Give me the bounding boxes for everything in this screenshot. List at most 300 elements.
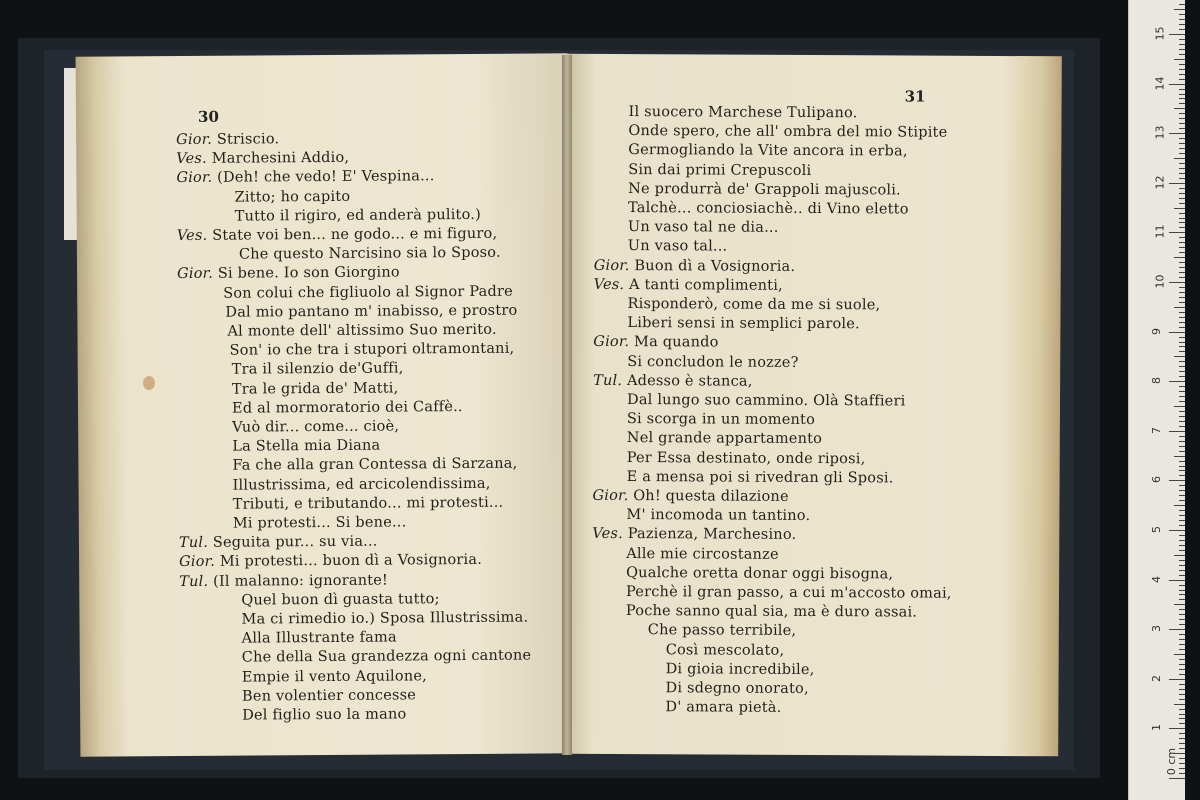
text-line [628,123,947,141]
right-page-number: 31 [904,87,926,106]
verse-text: Germogliando la Vite ancora in erba, [628,142,908,160]
text-line [177,265,400,283]
ruler-tick [1169,431,1185,432]
ruler-tick [1179,585,1185,586]
ruler-tick [1169,282,1185,283]
text-line [666,661,815,678]
speaker-label: Tul. [178,535,209,552]
left-page [76,53,573,756]
ruler-tick [1179,113,1185,114]
ruler-unit-label: 0 cm [1165,747,1179,776]
text-line [627,430,822,447]
text-line [239,245,501,263]
verse-text: Che questo Narcisino sia lo Sposo. [238,244,501,263]
ruler-tick [1179,515,1185,516]
text-line [628,219,779,236]
text-line [648,623,797,640]
verse-text: Poche sanno qual sia, ma è duro assai. [625,603,918,621]
ruler-tick [1169,580,1185,581]
ruler-number: 1 [1150,724,1163,732]
ruler-number: 2 [1150,674,1163,682]
ruler-tick [1179,218,1185,219]
verse-text: D' amara pietà. [665,699,782,717]
speaker-label: Gior. [176,131,213,149]
ruler-tick [1179,401,1185,402]
ruler-tick [1179,188,1185,189]
ruler-tick [1179,222,1185,223]
ruler-tick [1179,277,1185,278]
ruler-tick [1179,44,1185,45]
text-line [627,469,894,486]
text-line [665,699,781,716]
ruler-tick [1179,267,1185,268]
ruler-tick [1169,679,1185,680]
ruler-number: 8 [1150,377,1163,385]
ruler-tick [1179,421,1185,422]
ruler-tick [1179,138,1185,139]
ruler-tick [1179,475,1185,476]
speaker-label: Tul. [593,372,623,389]
ruler-tick [1179,64,1185,65]
text-line [628,142,907,159]
ruler-tick [1179,639,1185,640]
ruler-tick [1179,287,1185,288]
text-line [628,181,901,198]
ruler-tick [1179,619,1185,620]
text-line [666,642,785,659]
ruler-tick [1179,69,1185,70]
speaker-label: Gior. [179,554,216,571]
verse-text: Per Essa destinato, onde riposi, [626,449,866,467]
ruler-tick [1179,94,1185,95]
verse-text: Illustrissima, ed arcicolendissima, [232,475,491,494]
verse-text: Ed al mormoratorio dei Caffè.. [231,398,463,417]
ruler-tick [1179,733,1185,734]
measuring-ruler [1128,0,1185,800]
verse-text: Adesso è stanca, [626,372,753,390]
ruler-number: 7 [1150,426,1163,434]
text-line [592,488,788,505]
ruler-tick [1179,535,1185,536]
text-line [179,572,388,589]
ruler-tick [1179,128,1185,129]
ruler-tick [1179,123,1185,124]
ruler-tick [1179,674,1185,675]
verse-text: Alle mie circostanze [626,545,779,563]
verse-text: (Il malanno: ignorante! [213,572,389,590]
ruler-tick [1179,525,1185,526]
text-line [594,257,796,274]
ruler-tick [1179,89,1185,90]
speaker-label: Ves. [176,227,208,245]
ruler-tick [1174,257,1185,258]
text-line [233,495,504,513]
text-line [176,169,434,187]
ruler-tick [1179,227,1185,228]
verse-text: Perchè il gran passo, a cui m'accosto omai, [625,584,952,602]
ruler-tick [1179,495,1185,496]
ruler-tick [1179,565,1185,566]
verse-text: Ben volentier concesse [241,687,417,705]
verse-text: Che passo terribile, [647,622,797,640]
ruler-number: 13 [1153,125,1167,140]
text-line [627,450,866,467]
ruler-tick [1179,376,1185,377]
verse-text: E a mensa poi si rivedran gli Sposi. [626,468,894,487]
ruler-tick [1179,560,1185,561]
verse-text: Mi protesti... Si bene... [232,514,407,532]
ruler-tick [1179,312,1185,313]
text-line [626,565,893,582]
verse-text: Tributi, e tributando... mi protesti... [232,494,504,513]
ruler-tick [1179,758,1185,759]
text-line [627,354,798,371]
ruler-tick [1179,173,1185,174]
ruler-tick [1179,664,1185,665]
verse-text: Empie il vento Aquilone, [241,667,427,686]
ruler-tick [1179,103,1185,104]
ruler-tick [1174,356,1185,357]
text-line [234,188,350,205]
ruler-tick [1179,74,1185,75]
ruler-tick [1179,763,1185,764]
verse-text: Zitto; ho capito [234,188,351,206]
text-line [242,648,532,666]
text-line [242,630,397,647]
left-page-number: 30 [197,107,219,126]
verse-text: Nel grande appartamento [626,430,823,448]
ruler-tick [1179,634,1185,635]
ruler-tick [1179,317,1185,318]
verse-text: Striscio. [216,131,280,148]
ruler-tick [1179,510,1185,511]
verse-text: Qualche oretta donar oggi bisogna, [626,564,894,583]
text-line [627,392,906,409]
verse-text: Buon dì a Vosignoria. [634,257,796,275]
ruler-tick [1179,570,1185,571]
text-line [233,475,491,493]
ruler-tick [1174,59,1185,60]
ruler-tick [1174,9,1185,10]
ruler-number: 3 [1150,625,1163,633]
ruler-number: 15 [1153,26,1167,41]
ruler-tick [1174,555,1185,556]
ruler-tick [1179,540,1185,541]
ruler-tick [1174,108,1185,109]
text-line [627,296,880,313]
ruler-tick [1179,500,1185,501]
text-line [232,456,517,474]
text-line [594,277,783,294]
verse-text: State voi ben... ne godo... e mi figuro, [212,225,498,244]
ruler-number: 6 [1150,476,1163,484]
speaker-label: Ves. [592,526,623,543]
ruler-tick [1169,183,1185,184]
text-line [232,418,399,435]
ruler-tick [1179,371,1185,372]
ruler-tick [1179,550,1185,551]
verse-text: Mi protesti... buon dì a Vosignoria. [219,552,483,571]
ruler-tick [1174,654,1185,655]
ruler-tick [1179,659,1185,660]
ruler-tick [1174,208,1185,209]
ruler-tick [1179,213,1185,214]
verse-text: Di gioia incredibile, [665,661,815,678]
text-line [626,584,952,602]
ruler-tick [1169,84,1185,85]
verse-text: Un vaso tal ne dia... [627,219,779,237]
ruler-tick [1179,327,1185,328]
text-line [179,534,378,551]
ruler-tick [1174,505,1185,506]
ruler-tick [1179,416,1185,417]
verse-text: Alla Illustrante fama [241,629,397,647]
verse-text: (Deh! che vedo! E' Vespina... [217,168,435,187]
verse-text: Seguita pur... su via... [212,533,378,551]
text-line [593,373,753,390]
ruler-tick [1179,461,1185,462]
verse-text: Di sdegno onorato, [665,680,809,697]
ruler-tick [1179,14,1185,15]
ruler-tick [1179,29,1185,30]
ruler-tick [1179,272,1185,273]
verse-text: Al monte dell' altissimo Suo merito. [227,321,497,340]
ruler-tick [1179,19,1185,20]
ruler-tick [1179,575,1185,576]
ruler-tick [1169,332,1185,333]
verse-text: Il suocero Marchese Tulipano. [628,104,858,122]
ruler-tick [1179,252,1185,253]
ruler-tick [1179,337,1185,338]
ruler-tick [1179,466,1185,467]
verse-text: Tutto il rigiro, ed anderà pulito.) [234,206,481,225]
verse-text: Così mescolato, [665,641,785,659]
ruler-tick [1179,649,1185,650]
ruler-tick [1179,545,1185,546]
verse-text: Onde spero, che all' ombra del mio Stipite [628,123,948,141]
ruler-tick [1179,198,1185,199]
text-line [241,591,439,608]
ruler-number: 11 [1153,224,1167,239]
text-line [177,226,498,244]
verse-text: Si scorga in un momento [626,411,816,429]
ruler-tick [1179,322,1185,323]
text-line [242,706,406,723]
ruler-tick [1179,594,1185,595]
ruler-tick [1179,391,1185,392]
verse-text: Pazienza, Marchesino. [627,526,797,544]
verse-text: Ma quando [634,334,719,351]
speaker-label: Gior. [176,170,213,187]
ruler-tick [1174,406,1185,407]
verse-text: Ma ci rimedio io.) Sposa Illustrissima. [241,609,529,628]
ruler-tick [1174,158,1185,159]
ruler-tick [1169,133,1185,134]
verse-text: Sin dai primi Crepuscoli [628,161,812,179]
ruler-tick [1179,39,1185,40]
verse-text: Tra le grida de' Matti, [231,380,399,398]
verse-text: Risponderò, come da me si suole, [627,296,881,314]
verse-text: Marchesini Addio, [211,150,350,167]
ruler-tick [1174,456,1185,457]
verse-text: M' incomoda un tantino. [626,507,811,525]
ruler-tick [1179,54,1185,55]
ruler-tick [1169,728,1185,729]
ruler-tick [1179,163,1185,164]
ruler-number: 12 [1153,175,1167,190]
ruler-tick [1179,644,1185,645]
text-line [232,361,404,378]
text-line [232,380,399,397]
ruler-tick [1179,79,1185,80]
ruler-tick [1179,4,1185,5]
ruler-tick [1179,684,1185,685]
text-line [176,131,279,148]
ruler-tick [1179,411,1185,412]
ruler-tick [1179,396,1185,397]
verse-text: Del figlio suo la mano [242,706,407,724]
text-line [233,514,407,531]
ruler-tick [1179,773,1185,774]
speaker-label: Tul. [179,573,209,590]
text-line [232,438,380,455]
text-line [627,411,815,428]
ruler-tick [1179,714,1185,715]
ruler-tick [1179,446,1185,447]
ruler-number: 4 [1150,575,1163,583]
ruler-tick [1179,451,1185,452]
speaker-label: Ves. [176,150,207,168]
speaker-label: Ves. [593,276,625,293]
verse-text: Un vaso tal... [627,238,728,255]
ruler-tick [1179,242,1185,243]
ruler-tick [1179,118,1185,119]
ruler-tick [1179,178,1185,179]
verse-text: Si concludon le nozze? [627,353,799,371]
ruler-tick [1179,193,1185,194]
ruler-tick [1179,748,1185,749]
book-gutter [562,55,572,755]
verse-text: Fa che alla gran Contessa di Sarzana, [232,456,518,475]
right-page [563,54,1062,757]
ruler-tick [1174,604,1185,605]
ruler-tick [1179,689,1185,690]
text-line [628,238,728,255]
verse-text: Si bene. Io son Giorgino [217,264,400,283]
ruler-tick [1179,470,1185,471]
ruler-tick [1179,426,1185,427]
ruler-tick [1179,768,1185,769]
ruler-tick [1179,490,1185,491]
verse-text: Dal mio pantano m' inabisso, e prostro [225,302,518,321]
verse-text: Dal lungo suo cammino. Olà Staffieri [626,392,906,410]
ruler-tick [1179,342,1185,343]
text-line [242,687,416,704]
text-line [179,552,482,570]
ruler-tick [1179,669,1185,670]
text-line [665,680,808,697]
text-line [626,507,810,524]
text-line [626,603,917,621]
speaker-label: Gior. [592,487,629,505]
verse-text: Vuò dir... come... cioè, [232,418,400,436]
ruler-tick [1169,34,1185,35]
text-line [232,399,463,417]
ruler-tick [1179,351,1185,352]
ruler-tick [1179,386,1185,387]
ruler-tick [1179,361,1185,362]
text-line [628,162,811,179]
ruler-number: 5 [1150,526,1163,533]
ruler-number: 14 [1153,76,1167,91]
ruler-tick [1179,694,1185,695]
ruler-tick [1179,624,1185,625]
verse-text: Ne produrrà de' Grappoli majuscoli. [628,180,901,199]
speaker-label: Gior. [177,266,214,283]
ruler-tick [1179,590,1185,591]
text-line [225,302,517,320]
ruler-tick [1179,203,1185,204]
paper-stain [143,376,155,390]
ruler-number: 9 [1150,327,1163,335]
ruler-tick [1179,292,1185,293]
ruler-tick [1179,485,1185,486]
verse-text: Quel buon dì guasta tutto; [241,590,440,609]
ruler-tick [1174,704,1185,705]
text-line [223,283,513,301]
speaker-label: Gior. [593,334,630,351]
ruler-tick [1179,614,1185,615]
ruler-tick [1179,247,1185,248]
ruler-tick [1179,143,1185,144]
verse-text: Oh! questa dilazione [633,488,789,505]
text-line [241,610,528,628]
ruler-tick [1179,168,1185,169]
text-line [176,150,349,167]
ruler-tick [1169,629,1185,630]
text-line [628,104,857,121]
ruler-tick [1179,153,1185,154]
ruler-tick [1179,436,1185,437]
ruler-tick [1179,49,1185,50]
ruler-tick [1169,530,1185,531]
ruler-tick [1179,24,1185,25]
ruler-tick [1179,599,1185,600]
text-line [242,668,427,685]
verse-text: A tanti complimenti, [628,276,783,294]
verse-text: Son colui che figliuolo al Signor Padre [223,283,513,302]
ruler-tick [1179,723,1185,724]
text-line [227,322,496,340]
ruler-tick [1179,738,1185,739]
ruler-tick [1179,743,1185,744]
text-line [628,200,909,217]
text-line [235,207,481,225]
ruler-tick [1179,609,1185,610]
ruler-tick [1179,262,1185,263]
ruler-tick [1179,366,1185,367]
ruler-tick [1169,381,1185,382]
ruler-number: 10 [1153,274,1167,289]
ruler-tick [1179,520,1185,521]
ruler-tick [1179,699,1185,700]
speaker-label: Gior. [593,257,630,274]
ruler-tick [1179,302,1185,303]
text-line [592,526,796,543]
verse-text: Son' io che tra i stupori oltramontani, [229,340,515,359]
ruler-tick [1179,98,1185,99]
verse-text: Che della Sua grandezza ogni cantone [241,647,532,666]
